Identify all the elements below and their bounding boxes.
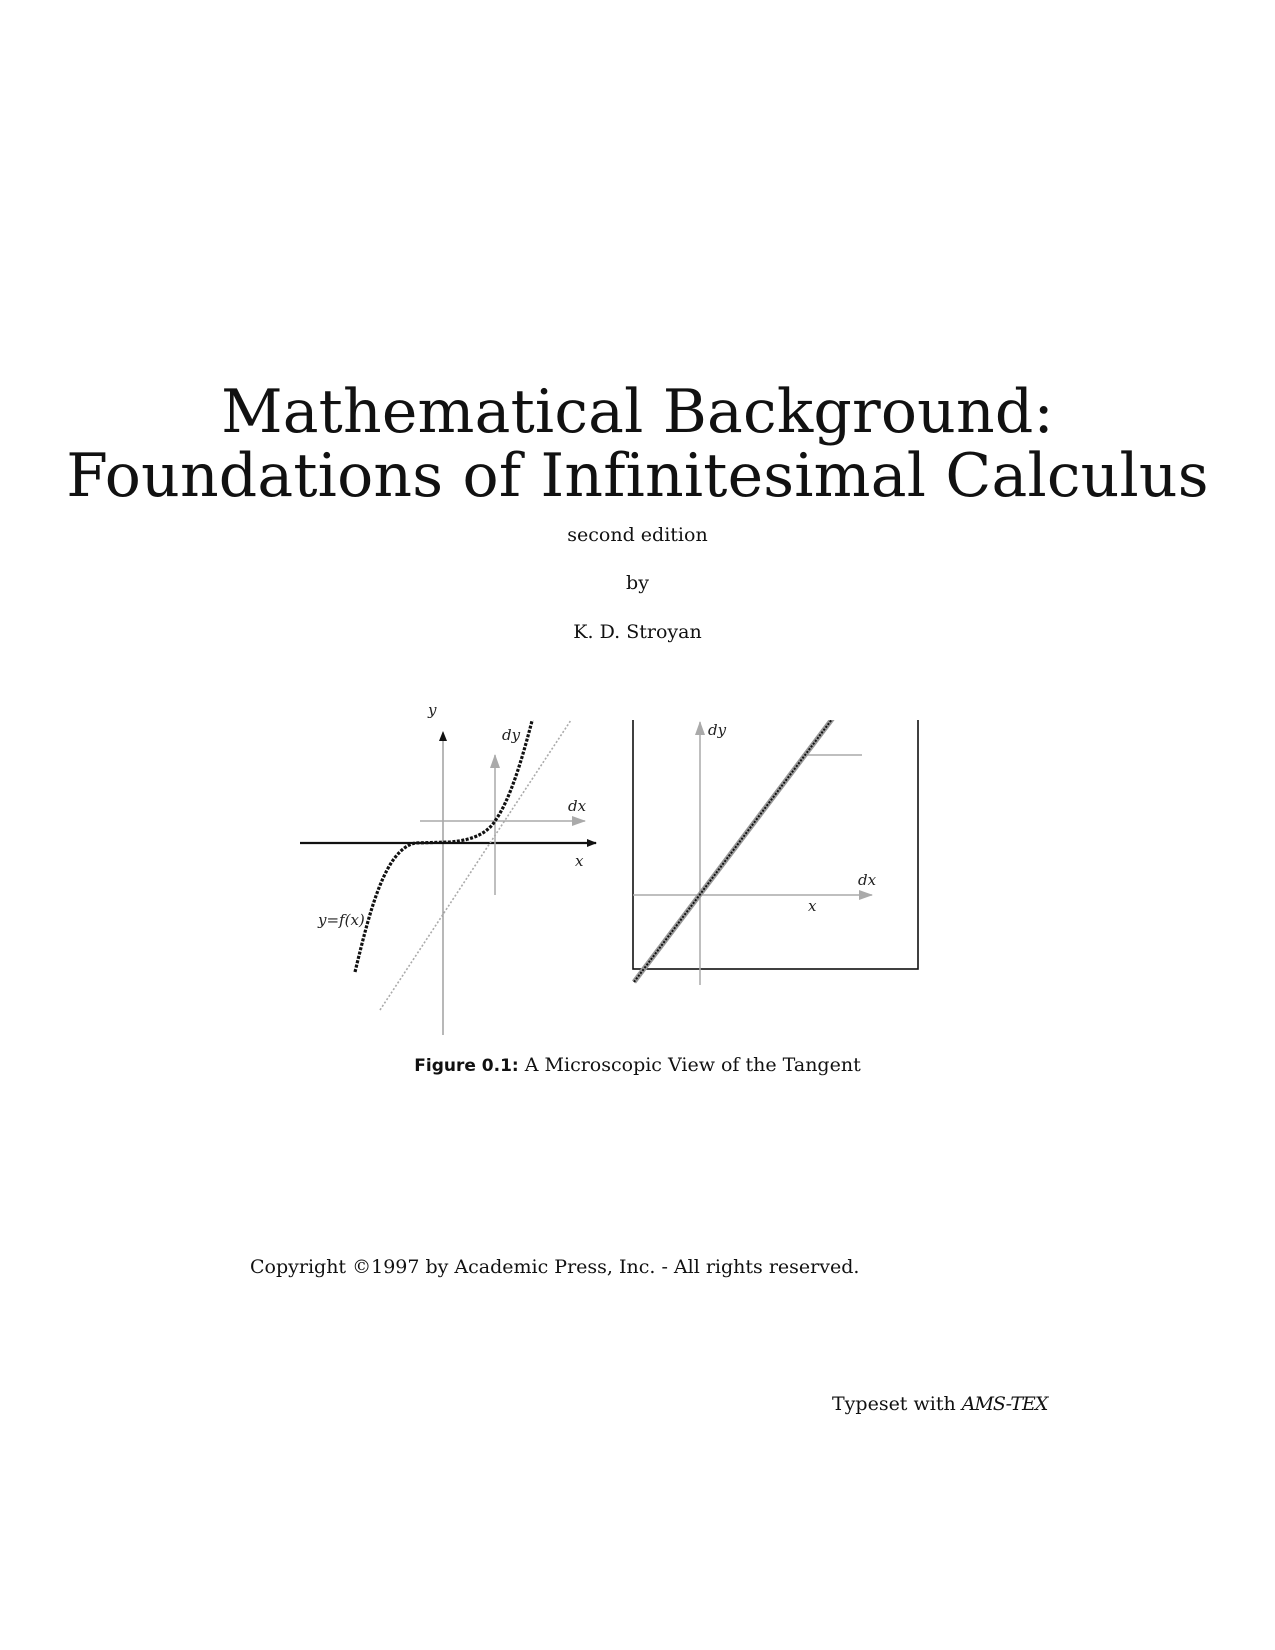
ams-tex-logo: AMS-TEX [961, 1393, 1048, 1415]
figure-caption [0, 1053, 1275, 1078]
left-label-dy: dy [502, 726, 521, 744]
edition: second edition [567, 524, 708, 546]
typeset-prefix: Typeset with [832, 1393, 956, 1415]
left-label-curve: y=f(x) [318, 911, 365, 929]
left-tangent-line [380, 720, 575, 1010]
right-panel [633, 720, 918, 985]
right-label-dx: dx [858, 871, 877, 889]
figure-microscopic-tangent [300, 701, 980, 1040]
right-tangent-line [634, 720, 848, 982]
figure-drawing [300, 720, 980, 1040]
right-frame [633, 720, 918, 969]
left-label-dx: dx [568, 797, 587, 815]
title [0, 377, 1275, 511]
title-line-1: Mathematical Background: [221, 377, 1054, 447]
author: K. D. Stroyan [573, 621, 702, 643]
copyright-notice: Copyright ©1997 by Academic Press, Inc. - All rights reserved. [250, 1256, 860, 1278]
figure-caption-number: Figure 0.1: [414, 1056, 519, 1076]
left-panel [300, 720, 596, 1035]
right-label-dy: dy [708, 721, 727, 739]
left-label-y: y [428, 701, 437, 719]
right-label-x: x [808, 897, 817, 915]
figure-caption-text: A Microscopic View of the Tangent [524, 1054, 861, 1076]
left-curve [355, 720, 533, 972]
by-line: by [626, 572, 649, 594]
title-line-2: Foundations of Infinitesimal Calculus [66, 441, 1209, 511]
typeset-notice [832, 1392, 1047, 1416]
left-label-x: x [575, 852, 584, 870]
